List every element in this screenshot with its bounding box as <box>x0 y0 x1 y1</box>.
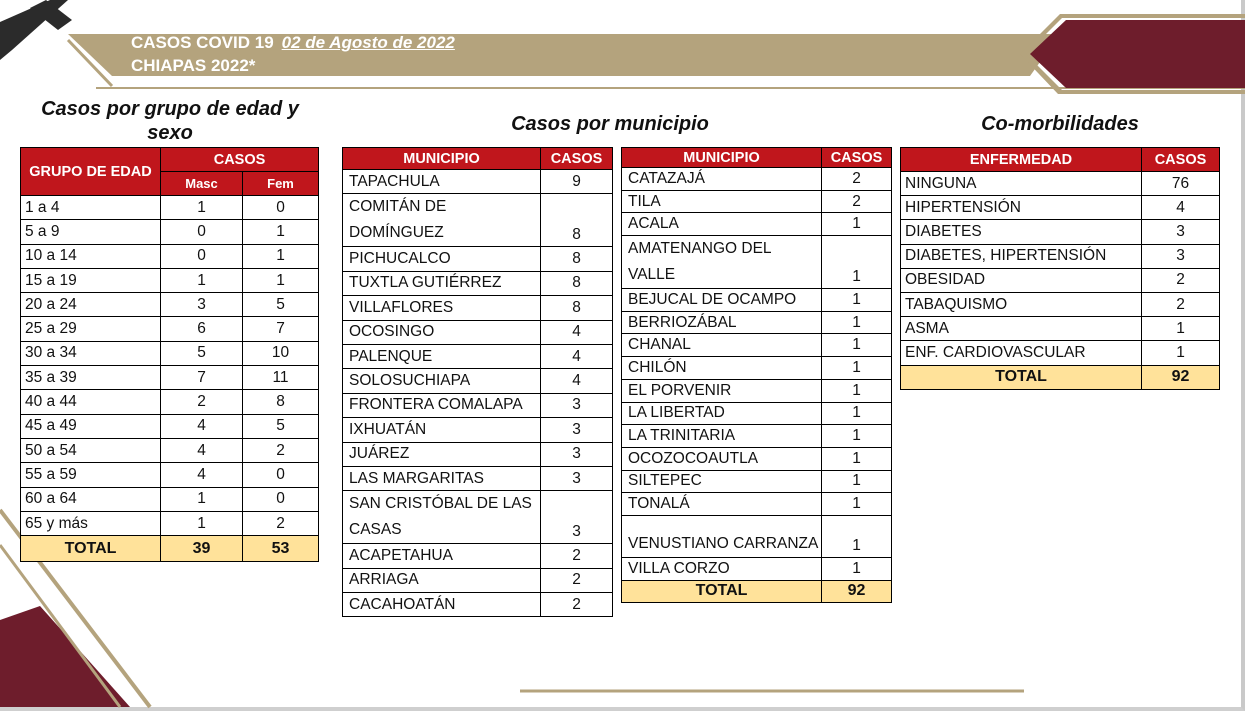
municipio-casos: 1 <box>822 470 892 493</box>
comorbilidad-name: HIPERTENSIÓN <box>901 196 1142 220</box>
edad-title: Casos por grupo de edad y sexo <box>41 98 299 144</box>
edad-masc: 4 <box>161 414 243 438</box>
edad-fem: 0 <box>243 196 319 220</box>
municipio-casos: 4 <box>541 320 613 344</box>
municipio-casos: 1 <box>822 213 892 236</box>
table-row <box>343 296 613 320</box>
table-row <box>901 341 1220 365</box>
municipio-casos: 8 <box>541 296 613 320</box>
edad-grupo: 50 a 54 <box>21 438 161 462</box>
table-row <box>343 369 613 393</box>
edad-masc: 3 <box>161 293 243 317</box>
municipio-name: EL PORVENIR <box>622 379 822 402</box>
table-row <box>21 220 319 244</box>
edad-total-label: TOTAL <box>21 536 161 562</box>
municipio-casos: 1 <box>822 557 892 580</box>
table-row <box>21 414 319 438</box>
comorbilidad-casos: 2 <box>1142 292 1220 316</box>
municipio-name: LA TRINITARIA <box>622 425 822 448</box>
edad-fem: 5 <box>243 293 319 317</box>
edad-grupo: 35 a 39 <box>21 366 161 390</box>
edad-grupo: 5 a 9 <box>21 220 161 244</box>
municipio-casos: 1 <box>822 493 892 516</box>
municipio-table-left <box>342 147 613 617</box>
municipio-right-col-name: MUNICIPIO <box>622 148 822 168</box>
municipio-right-col-casos: CASOS <box>822 148 892 168</box>
municipio-casos: 1 <box>822 515 892 557</box>
municipio-name: CATAZAJÁ <box>622 168 822 191</box>
municipio-casos: 3 <box>541 466 613 490</box>
edad-masc: 5 <box>161 341 243 365</box>
municipio-casos: 3 <box>541 491 613 544</box>
table-row <box>343 170 613 194</box>
edad-grupo: 25 a 29 <box>21 317 161 341</box>
table-row <box>901 172 1220 196</box>
table-row <box>622 425 892 448</box>
table-row <box>622 493 892 516</box>
table-row <box>21 341 319 365</box>
municipio-total-row <box>622 580 892 602</box>
table-row <box>21 317 319 341</box>
comorbilidad-casos: 2 <box>1142 268 1220 292</box>
edad-masc: 0 <box>161 244 243 268</box>
municipio-name: CACAHOATÁN <box>343 593 541 617</box>
comorbilidad-name: DIABETES <box>901 220 1142 244</box>
edad-masc: 4 <box>161 463 243 487</box>
table-row <box>622 357 892 380</box>
edad-grupo: 65 y más <box>21 511 161 535</box>
edad-total-row <box>21 536 319 562</box>
table-row <box>343 544 613 568</box>
municipio-casos: 2 <box>541 544 613 568</box>
edad-fem: 2 <box>243 511 319 535</box>
edad-masc: 0 <box>161 220 243 244</box>
edad-grupo: 1 a 4 <box>21 196 161 220</box>
edad-masc: 7 <box>161 366 243 390</box>
municipio-casos: 9 <box>541 170 613 194</box>
table-row <box>622 379 892 402</box>
municipio-casos: 1 <box>822 447 892 470</box>
municipio-casos: 2 <box>822 190 892 213</box>
table-row <box>901 317 1220 341</box>
edad-fem: 0 <box>243 463 319 487</box>
edad-fem: 2 <box>243 438 319 462</box>
edad-fem: 0 <box>243 487 319 511</box>
municipio-name: CHANAL <box>622 334 822 357</box>
header-line2: CHIAPAS 2022* <box>131 56 256 75</box>
table-row <box>21 268 319 292</box>
edad-col-fem: Fem <box>243 172 319 196</box>
municipio-name: SILTEPEC <box>622 470 822 493</box>
municipio-name: TONALÁ <box>622 493 822 516</box>
municipio-total-label: TOTAL <box>622 580 822 602</box>
comorbilidades-col-enfermedad: ENFERMEDAD <box>901 148 1142 172</box>
municipio-name: COMITÁN DE DOMÍNGUEZ <box>343 194 541 247</box>
table-row <box>343 466 613 490</box>
edad-table <box>20 147 319 562</box>
comorbilidad-name: NINGUNA <box>901 172 1142 196</box>
comorbilidad-name: OBESIDAD <box>901 268 1142 292</box>
table-row <box>343 442 613 466</box>
municipio-casos: 3 <box>541 442 613 466</box>
municipio-casos: 2 <box>541 593 613 617</box>
edad-fem: 5 <box>243 414 319 438</box>
municipio-name: TAPACHULA <box>343 170 541 194</box>
municipio-name: AMATENANGO DEL VALLE <box>622 236 822 289</box>
edad-masc: 4 <box>161 438 243 462</box>
edad-col-group: GRUPO DE EDAD <box>21 148 161 196</box>
table-row <box>622 470 892 493</box>
table-row <box>622 447 892 470</box>
header-line1 <box>131 33 455 53</box>
table-row <box>21 390 319 414</box>
municipio-casos: 1 <box>822 402 892 425</box>
edad-grupo: 20 a 24 <box>21 293 161 317</box>
comorbilidad-name: DIABETES, HIPERTENSIÓN <box>901 244 1142 268</box>
municipio-total-casos: 92 <box>822 580 892 602</box>
edad-total-masc: 39 <box>161 536 243 562</box>
municipio-casos: 8 <box>541 247 613 271</box>
table-row <box>343 247 613 271</box>
municipio-casos: 1 <box>822 425 892 448</box>
table-row <box>21 366 319 390</box>
municipio-name: OCOZOCOAUTLA <box>622 447 822 470</box>
municipio-casos: 1 <box>822 334 892 357</box>
comorbilidades-total-row <box>901 365 1220 389</box>
comorbilidad-casos: 4 <box>1142 196 1220 220</box>
municipio-casos: 1 <box>822 289 892 312</box>
municipio-name: BEJUCAL DE OCAMPO <box>622 289 822 312</box>
table-row <box>21 293 319 317</box>
header-date: 02 de Agosto de 2022 <box>281 33 455 52</box>
table-row <box>901 220 1220 244</box>
comorbilidades-total-casos: 92 <box>1142 365 1220 389</box>
edad-grupo: 10 a 14 <box>21 244 161 268</box>
municipio-name: CHILÓN <box>622 357 822 380</box>
edad-grupo: 55 a 59 <box>21 463 161 487</box>
table-row <box>622 311 892 334</box>
edad-grupo: 45 a 49 <box>21 414 161 438</box>
comorbilidad-name: ENF. CARDIOVASCULAR <box>901 341 1142 365</box>
municipio-casos: 4 <box>541 369 613 393</box>
municipio-left-col-name: MUNICIPIO <box>343 148 541 170</box>
edad-fem: 1 <box>243 220 319 244</box>
edad-masc: 2 <box>161 390 243 414</box>
comorbilidad-name: ASMA <box>901 317 1142 341</box>
edad-masc: 1 <box>161 511 243 535</box>
comorbilidades-title: Co-morbilidades <box>981 113 1139 135</box>
municipio-casos: 3 <box>541 393 613 417</box>
municipio-casos: 8 <box>541 271 613 295</box>
table-row <box>622 402 892 425</box>
municipio-name: LA LIBERTAD <box>622 402 822 425</box>
municipio-name: VENUSTIANO CARRANZA <box>622 515 822 557</box>
comorbilidades-total-label: TOTAL <box>901 365 1142 389</box>
municipio-name: FRONTERA COMALAPA <box>343 393 541 417</box>
municipio-name: JUÁREZ <box>343 442 541 466</box>
municipio-name: PICHUCALCO <box>343 247 541 271</box>
edad-total-fem: 53 <box>243 536 319 562</box>
municipio-name: TUXTLA GUTIÉRREZ <box>343 271 541 295</box>
municipio-name: VILLAFLORES <box>343 296 541 320</box>
municipio-casos: 8 <box>541 194 613 247</box>
comorbilidad-casos: 76 <box>1142 172 1220 196</box>
comorbilidad-casos: 3 <box>1142 244 1220 268</box>
edad-masc: 6 <box>161 317 243 341</box>
table-row <box>343 568 613 592</box>
edad-masc: 1 <box>161 268 243 292</box>
municipio-casos: 1 <box>822 236 892 289</box>
table-row <box>901 196 1220 220</box>
comorbilidades-table <box>900 147 1220 390</box>
edad-masc: 1 <box>161 487 243 511</box>
table-row <box>21 438 319 462</box>
comorbilidad-name: TABAQUISMO <box>901 292 1142 316</box>
table-row <box>622 236 892 289</box>
edad-fem: 7 <box>243 317 319 341</box>
table-row <box>622 515 892 557</box>
edad-fem: 10 <box>243 341 319 365</box>
municipio-name: LAS MARGARITAS <box>343 466 541 490</box>
edad-col-casos: CASOS <box>161 148 319 172</box>
municipio-casos: 1 <box>822 311 892 334</box>
table-row <box>21 463 319 487</box>
edad-grupo: 15 a 19 <box>21 268 161 292</box>
edad-fem: 11 <box>243 366 319 390</box>
table-row <box>343 344 613 368</box>
table-row <box>343 194 613 247</box>
municipio-left-col-casos: CASOS <box>541 148 613 170</box>
municipio-title: Casos por municipio <box>511 113 709 135</box>
edad-grupo: 30 a 34 <box>21 341 161 365</box>
table-row <box>21 196 319 220</box>
municipio-casos: 4 <box>541 344 613 368</box>
table-row <box>622 289 892 312</box>
municipio-name: ARRIAGA <box>343 568 541 592</box>
table-row <box>343 393 613 417</box>
municipio-casos: 1 <box>822 357 892 380</box>
table-row <box>622 557 892 580</box>
edad-fem: 1 <box>243 244 319 268</box>
table-row <box>622 168 892 191</box>
municipio-name: BERRIOZÁBAL <box>622 311 822 334</box>
table-row <box>21 511 319 535</box>
header-title: CASOS COVID 19 <box>131 33 274 52</box>
municipio-name: SAN CRISTÓBAL DE LAS CASAS <box>343 491 541 544</box>
table-row <box>901 268 1220 292</box>
table-row <box>343 320 613 344</box>
municipio-table-right <box>621 147 892 603</box>
edad-fem: 1 <box>243 268 319 292</box>
table-row <box>622 190 892 213</box>
edad-grupo: 60 a 64 <box>21 487 161 511</box>
municipio-casos: 2 <box>541 568 613 592</box>
comorbilidades-col-casos: CASOS <box>1142 148 1220 172</box>
table-row <box>343 418 613 442</box>
table-row <box>343 593 613 617</box>
municipio-name: PALENQUE <box>343 344 541 368</box>
comorbilidad-casos: 1 <box>1142 341 1220 365</box>
table-row <box>343 491 613 544</box>
table-row <box>622 334 892 357</box>
comorbilidad-casos: 1 <box>1142 317 1220 341</box>
table-row <box>343 271 613 295</box>
municipio-casos: 3 <box>541 418 613 442</box>
municipio-name: VILLA CORZO <box>622 557 822 580</box>
municipio-name: ACAPETAHUA <box>343 544 541 568</box>
edad-masc: 1 <box>161 196 243 220</box>
table-row <box>21 487 319 511</box>
table-row <box>901 244 1220 268</box>
edad-col-masc: Masc <box>161 172 243 196</box>
municipio-casos: 2 <box>822 168 892 191</box>
municipio-name: ACALA <box>622 213 822 236</box>
header-maroon-block <box>1030 20 1245 88</box>
municipio-name: SOLOSUCHIAPA <box>343 369 541 393</box>
edad-grupo: 40 a 44 <box>21 390 161 414</box>
municipio-name: IXHUATÁN <box>343 418 541 442</box>
municipio-casos: 1 <box>822 379 892 402</box>
table-row <box>622 213 892 236</box>
edad-fem: 8 <box>243 390 319 414</box>
municipio-name: TILA <box>622 190 822 213</box>
table-row <box>901 292 1220 316</box>
table-row <box>21 244 319 268</box>
municipio-name: OCOSINGO <box>343 320 541 344</box>
comorbilidad-casos: 3 <box>1142 220 1220 244</box>
